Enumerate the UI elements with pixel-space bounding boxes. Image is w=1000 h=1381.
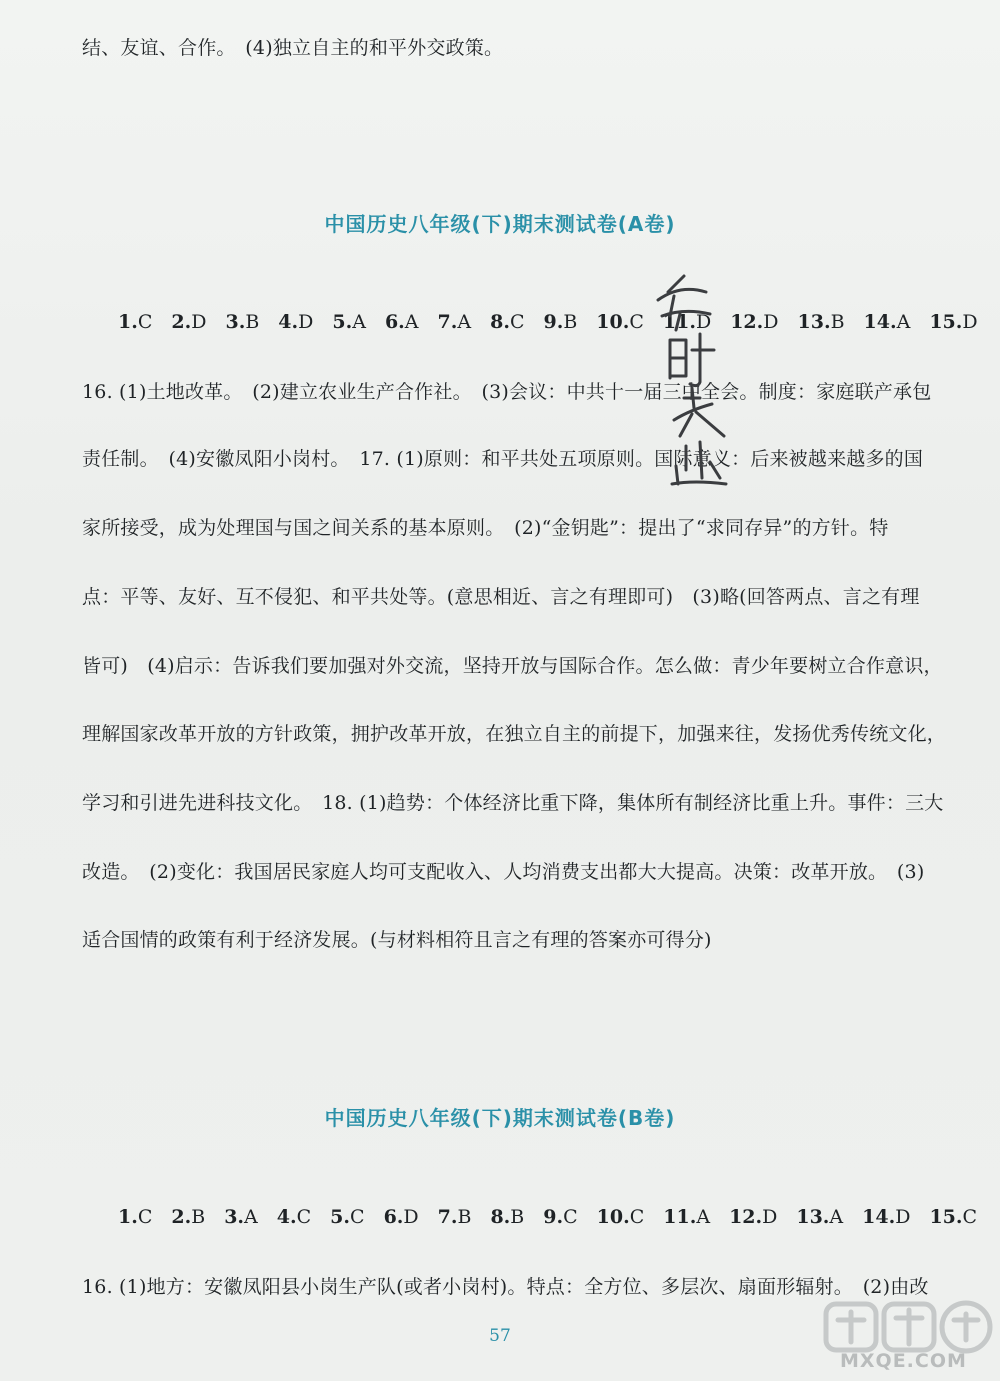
section-b-answer-item (862, 1203, 910, 1231)
section-b-answer-number: 3. (224, 1206, 245, 1228)
section-a-line-6: 理解国家改革开放的方针政策，拥护改革开放，在独立自主的前提下，加强来往，发扬优秀传统文化， (82, 723, 947, 745)
section-a-answer-choice: B (830, 311, 845, 333)
section-a-answer-number: 13. (797, 311, 831, 333)
section-a-line-7: 学习和引进先进科技文化。 18. (1)趋势：个体经济比重下降，集体所有制经济比重上升。事件：三大 (82, 792, 944, 814)
section-b-answer-choice: C (629, 1206, 645, 1228)
section-a-answer-choice: A (352, 311, 366, 333)
section-b-answer-choice: D (403, 1206, 419, 1228)
section-a-line-3: 家所接受，成为处理国与国之间关系的基本原则。 (2)“金钥匙”：提出了“求同存异”的方针。特 (82, 517, 889, 539)
pencil-scribble-mark (640, 270, 750, 500)
section-b-answer-item (277, 1203, 311, 1231)
section-b-answer-number: 15. (929, 1206, 963, 1228)
section-b-answer-item (384, 1203, 419, 1231)
section-a-answer-number: 14. (863, 311, 897, 333)
section-a-answer-item (438, 308, 472, 336)
section-a-answer-number: 2. (171, 311, 192, 333)
section-a-line-1: 16. (1)土地改革。 (2)建立农业生产合作社。 (3)会议：中共十一届三中全会。制度：家庭联产承包 (82, 381, 932, 403)
section-b-answer-item (330, 1203, 364, 1231)
section-a-answer-number: 7. (437, 311, 458, 333)
section-b-answer-item (663, 1203, 710, 1231)
section-a-answer-choice: D (695, 311, 712, 333)
section-a-answer-item (596, 308, 644, 336)
section-a-answer-number: 4. (278, 311, 299, 333)
section-b-answer-item (729, 1203, 777, 1231)
section-b-answer-choice: A (696, 1206, 711, 1228)
section-a-answer-item (543, 308, 577, 336)
section-a-answer-item (171, 308, 206, 336)
section-a-answer-number: 1. (118, 311, 138, 333)
section-b-answer-number: 7. (437, 1206, 458, 1228)
section-b-answer-item (171, 1203, 205, 1231)
continued-answer-line: 结、友谊、合作。 (4)独立自主的和平外交政策。 (82, 37, 504, 59)
section-b-answer-item (929, 1203, 977, 1231)
section-a-answer-choice: C (509, 311, 525, 333)
section-a-choice-answers (118, 308, 978, 336)
section-a-answer-item (118, 308, 152, 336)
section-a-answer-number: 12. (730, 311, 764, 333)
section-a-answer-number: 8. (490, 311, 510, 333)
section-b-answer-item (438, 1203, 472, 1231)
section-b-line-1: 16. (1)地方：安徽凤阳县小岗生产队(或者小岗村)。特点：全方位、多层次、扇面形辐射。 (2)由改 (82, 1276, 929, 1298)
section-b-answer-choice: B (191, 1206, 206, 1228)
section-a-answer-choice: D (763, 311, 779, 333)
section-b-answer-choice: C (962, 1206, 978, 1228)
section-b-answer-item (543, 1203, 577, 1231)
section-b-answer-choice: B (457, 1206, 472, 1228)
section-a-line-4: 点：平等、友好、互不侵犯、和平共处等。(意思相近、言之有理即可) (3)略(回答两点、言之有理 (82, 586, 920, 608)
section-b-answer-choice: A (244, 1206, 258, 1228)
section-a-line-9: 适合国情的政策有利于经济发展。(与材料相符且言之有理的答案亦可得分) (82, 929, 712, 951)
section-b-choice-answers (118, 1203, 978, 1231)
section-b-answer-item (118, 1203, 152, 1231)
section-a-answer-choice: B (245, 311, 260, 333)
section-b-answer-number: 4. (276, 1206, 297, 1228)
section-b-answer-number: 5. (330, 1206, 351, 1228)
section-a-line-5: 皆可) (4)启示：告诉我们要加强对外交流，坚持开放与国际合作。怎么做：青少年要树立合作意识， (82, 655, 943, 677)
section-b-answer-number: 11. (663, 1206, 697, 1228)
section-a-title: 中国历史八年级(下)期末测试卷(A卷) (324, 212, 676, 236)
section-b-answer-choice: D (762, 1206, 778, 1228)
section-b-answer-number: 10. (596, 1206, 630, 1228)
section-a-answer-number: 3. (225, 311, 246, 333)
section-b-answer-item (224, 1203, 258, 1231)
section-b-answer-choice: C (296, 1206, 312, 1228)
section-b-answer-item (796, 1203, 843, 1231)
section-b-title: 中国历史八年级(下)期末测试卷(B卷) (324, 1106, 676, 1130)
section-b-answer-choice: A (829, 1206, 844, 1228)
section-b-answer-choice: C (563, 1206, 578, 1228)
section-a-answer-choice: A (404, 311, 419, 333)
section-a-answer-choice: A (896, 311, 911, 333)
section-a-answer-choice: A (457, 311, 472, 333)
section-a-answer-item (332, 308, 366, 336)
section-a-answer-item (278, 308, 313, 336)
section-a-answer-choice: C (629, 311, 644, 333)
section-a-answer-number: 6. (384, 311, 405, 333)
section-b-answer-choice: C (137, 1206, 153, 1228)
section-b-answer-number: 13. (796, 1206, 830, 1228)
section-a-answer-choice: D (962, 311, 978, 333)
section-b-answer-number: 1. (118, 1206, 138, 1228)
section-a-answer-number: 9. (543, 311, 564, 333)
section-b-answer-item (597, 1203, 645, 1231)
section-a-answer-item (490, 308, 524, 336)
section-a-answer-item (385, 308, 419, 336)
section-a-answer-item (798, 308, 845, 336)
section-b-answer-number: 12. (729, 1206, 763, 1228)
section-a-answer-number: 10. (596, 311, 630, 333)
section-a-answer-number: 5. (332, 311, 353, 333)
section-a-answer-number: 11. (662, 311, 696, 333)
section-a-answer-choice: B (563, 311, 578, 333)
section-b-answer-number: 2. (171, 1206, 192, 1228)
section-a-line-2: 责任制。 (4)安徽凤阳小岗村。 17. (1)原则：和平共处五项原则。国际意义：后来被越来越多的国 (82, 448, 924, 470)
section-a-answer-number: 15. (929, 311, 963, 333)
section-a-answer-item (225, 308, 259, 336)
section-b-answer-number: 6. (383, 1206, 404, 1228)
page-number: 57 (489, 1326, 511, 1346)
section-b-answer-choice: B (510, 1206, 525, 1228)
section-a-answer-choice: D (298, 311, 314, 333)
section-b-answer-number: 9. (543, 1206, 564, 1228)
section-a-answer-item (864, 308, 911, 336)
section-a-answer-choice: D (191, 311, 207, 333)
section-b-answer-choice: D (895, 1206, 911, 1228)
section-a-answer-choice: C (137, 311, 153, 333)
watermark-text: MXQE.COM (840, 1350, 967, 1372)
section-a-answer-item (929, 308, 977, 336)
section-b-answer-number: 8. (490, 1206, 511, 1228)
section-b-answer-item (490, 1203, 524, 1231)
section-b-answer-choice: C (350, 1206, 365, 1228)
section-b-answer-number: 14. (862, 1206, 896, 1228)
section-a-line-8: 改造。 (2)变化：我国居民家庭人均可支配收入、人均消费支出都大大提高。决策：改革开放。 (3) (82, 861, 925, 883)
